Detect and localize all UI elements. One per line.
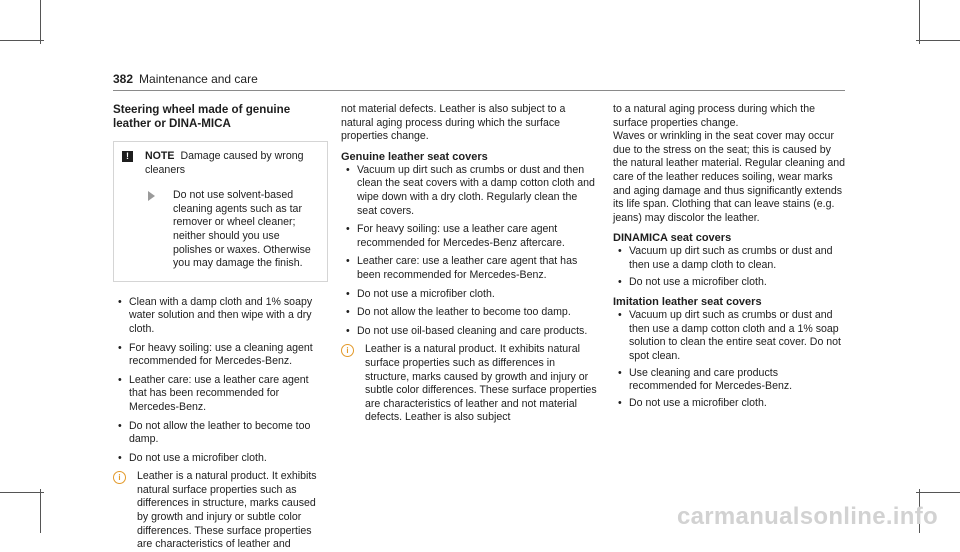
column-3	[613, 103, 848, 413]
bullet-list	[113, 296, 328, 466]
subheading: Genuine leather seat covers	[341, 150, 488, 163]
info-block	[113, 470, 328, 552]
list-item: • Do not allow the leather to become too damp.	[113, 420, 328, 447]
warning-icon: !	[122, 151, 133, 162]
bullet-list	[613, 245, 848, 289]
page-header	[113, 72, 258, 86]
list-item: • Do not use a microfiber cloth.	[341, 288, 598, 302]
info-text: Leather is a natural product. It exhibits natural surface properties such as differences in structure, marks caused by growth and injury or subtle color differences. These surface properties are characteristics of leather and	[137, 470, 317, 551]
subheading: DINAMICA seat covers	[613, 232, 732, 245]
info-block	[341, 343, 598, 425]
list-item: • For heavy soiling: use a leather care agent recommended for Mercedes-Benz aftercare.	[341, 223, 598, 250]
crop-mark	[916, 40, 960, 41]
paragraph: not material defects. Leather is also subject to a natural aging process during which the surface properties change.	[341, 103, 566, 143]
section-title: Maintenance and care	[139, 72, 258, 86]
list-item: • Do not allow the leather to become too damp.	[341, 306, 598, 320]
page-number: 382	[113, 72, 134, 86]
crop-mark	[919, 0, 920, 44]
note-header	[122, 150, 317, 177]
crop-mark	[916, 492, 960, 493]
list-item: • Do not use a microfiber cloth.	[613, 276, 848, 290]
info-text: Leather is a natural product. It exhibits natural surface properties such as differences in structure, marks caused by growth and injury or subtle color differences. These surface properties are characteristics of leather and not material defects. Leather is also subject	[365, 343, 597, 424]
bullet-list	[341, 164, 598, 339]
list-item: • Vacuum up dirt such as crumbs or dust and then use a damp cloth to clean.	[613, 245, 848, 272]
list-item: • Do not use a microfiber cloth.	[613, 397, 848, 411]
crop-mark	[40, 489, 41, 533]
paragraph: Waves or wrinkling in the seat cover may occur due to the stress on the seat; this is caused by the natural leather material. Regular cleaning and care of the leather reduces soiling, wear marks and aging damage and thus significantly extends its life span. Clothing that can leave stains (e.g. jeans) may discolor the leather.	[613, 130, 846, 224]
list-item: • Vacuum up dirt such as crumbs or dust and then use a damp cotton cloth and a 1% soap solution to clean the entire seat cover. Do not spot clean.	[613, 309, 848, 363]
list-item: • Clean with a damp cloth and 1% soapy water solution and then wipe with a dry cloth.	[113, 296, 328, 337]
header-divider	[113, 90, 845, 91]
crop-mark	[40, 0, 41, 44]
list-item: • Use cleaning and care products recommended for Mercedes-Benz.	[613, 367, 848, 394]
crop-mark	[0, 40, 44, 41]
bullet-list	[613, 309, 848, 410]
watermark: carmanualsonline.info	[676, 503, 938, 530]
note-title: Damage caused by wrong cleaners	[145, 150, 304, 176]
info-icon: i	[113, 471, 126, 484]
note-label: NOTE	[145, 150, 175, 162]
crop-mark	[0, 492, 44, 493]
paragraph: to a natural aging process during which the surface properties change.	[613, 103, 815, 129]
arrow-right-icon	[148, 191, 162, 201]
list-item: • Do not use oil-based cleaning and care products.	[341, 325, 598, 339]
column-2	[341, 103, 598, 425]
subheading: Imitation leather seat covers	[613, 296, 762, 309]
note-body	[122, 189, 317, 271]
column-1	[113, 103, 328, 552]
list-item: • Leather care: use a leather care agent that has been recommended for Mercedes-Benz.	[113, 374, 328, 415]
list-item: • Vacuum up dirt such as crumbs or dust and then clean the seat covers with a damp cotton cloth and wipe down with a dry cloth. Regularly clean the seat covers.	[341, 164, 598, 218]
list-item: • Leather care: use a leather care agent that has been recommended for Mercedes-Benz.	[341, 255, 598, 282]
list-item: • For heavy soiling: use a cleaning agent recommended for Mercedes-Benz.	[113, 342, 328, 369]
note-box	[113, 141, 328, 282]
section-heading: Steering wheel made of genuine leather or DINA-MICA	[113, 103, 291, 130]
note-text: Do not use solvent-based cleaning agents such as tar remover or wheel cleaner; neither should you use polishes or waxes. Otherwise you may damage the finish.	[173, 189, 311, 270]
list-item: • Do not use a microfiber cloth.	[113, 452, 328, 466]
info-icon: i	[341, 344, 354, 357]
